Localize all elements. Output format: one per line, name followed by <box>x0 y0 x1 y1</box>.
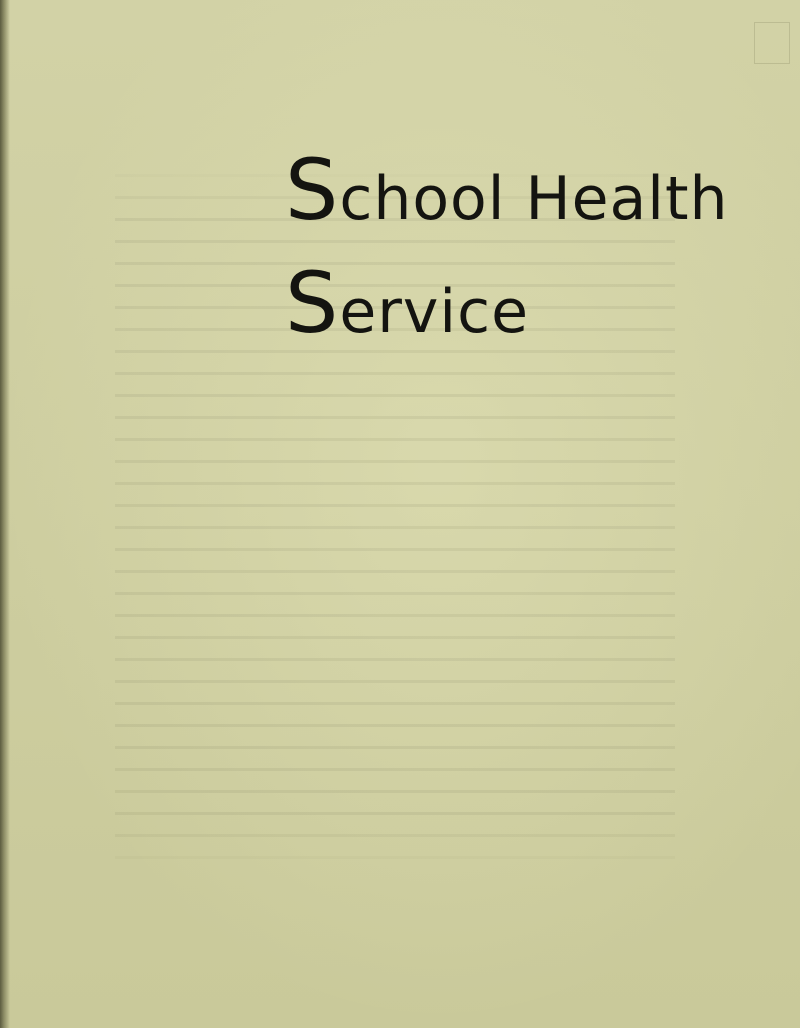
page-title <box>285 138 729 364</box>
title-line-2: Service <box>285 254 529 352</box>
corner-stamp <box>754 22 790 64</box>
title-line-1: School Health <box>285 141 729 239</box>
page-binding-edge <box>0 0 10 1028</box>
